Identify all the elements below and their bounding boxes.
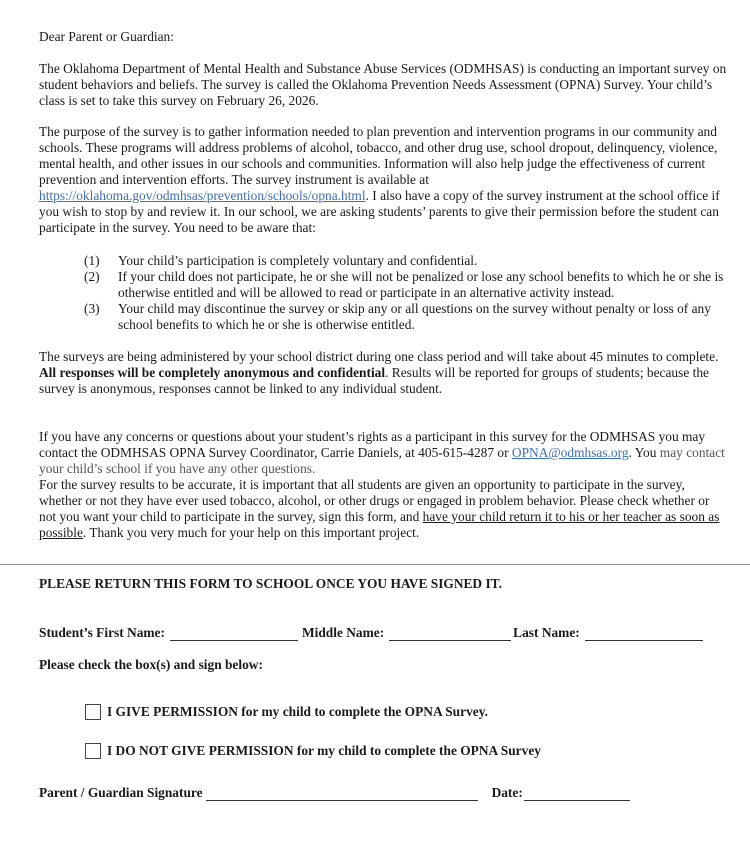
- contact-text-cont: . You: [628, 445, 660, 460]
- list-item: [84, 269, 734, 301]
- purpose-text: The purpose of the survey is to gather information needed to plan prevention and intervention programs in our community and schools. These programs will address problems of alcohol, tobacco, and other drug use, school dropout, delinquency, violence, mental health, and other issues in our schools and communities. Information will also help judge the effectiveness of current prevention and intervention efforts. The survey instrument is available at: [39, 124, 718, 187]
- awareness-list: [84, 253, 734, 333]
- list-number: (2): [84, 269, 100, 284]
- first-name-label: Student’s First Name:: [39, 625, 165, 640]
- list-item: [84, 253, 734, 269]
- list-number: (3): [84, 301, 100, 316]
- purpose-paragraph: [39, 124, 729, 236]
- date-field[interactable]: [524, 789, 630, 801]
- student-name-row: [39, 625, 707, 641]
- give-permission-option[interactable]: [85, 704, 488, 720]
- first-name-field[interactable]: [170, 629, 298, 641]
- signature-field[interactable]: [206, 789, 478, 801]
- signature-label: Parent / Guardian Signature: [39, 785, 203, 800]
- contact-paragraph: [39, 429, 729, 477]
- section-divider: [0, 564, 750, 565]
- last-name-field[interactable]: [585, 629, 703, 641]
- contact-text: If you have any concerns or questions about your student’s rights as a participant in this survey for the ODMHSAS you may contact the ODMHSAS OPNA Survey Coordinator, Carrie Daniels, at 405-615-4287 or: [39, 429, 706, 460]
- return-form-note: PLEASE RETURN THIS FORM TO SCHOOL ONCE YOU HAVE SIGNED IT.: [39, 576, 502, 591]
- last-name-label: Last Name:: [513, 625, 580, 640]
- check-instruction: Please check the box(s) and sign below:: [39, 657, 263, 672]
- list-text: Your child’s participation is completely voluntary and confidential.: [118, 253, 478, 268]
- greeting: Dear Parent or Guardian:: [39, 29, 174, 44]
- purpose-text-cont: . I also have a copy of the survey instrument at the school office if you wish to stop by and review it. In our school, we are asking students’ parents to give their permission before the student can participate in the survey. You need to be aware that:: [39, 188, 720, 235]
- deny-permission-label: I DO NOT GIVE PERMISSION for my child to complete the OPNA Survey: [107, 743, 541, 758]
- date-label: Date:: [491, 785, 523, 800]
- anonymity-statement: All responses will be completely anonymous and confidential: [39, 365, 386, 380]
- participation-text: For the survey results to be accurate, it is important that all students are given an opportunity to participate in the survey, whether or not they have ever used tobacco, alcohol, or other drugs or engaged in problem behavior. Please check whether or not you want your child to participate in the survey, sign this form, and: [39, 477, 710, 524]
- give-permission-label: I GIVE PERMISSION for my child to complete the OPNA Survey.: [107, 704, 489, 719]
- participation-text-cont: . Thank you very much for your help on this important project.: [82, 525, 420, 540]
- deny-permission-option[interactable]: [85, 743, 541, 759]
- middle-name-field[interactable]: [389, 629, 511, 641]
- deny-permission-checkbox[interactable]: [85, 743, 101, 759]
- list-text: Your child may discontinue the survey or skip any or all questions on the survey without penalty or loss of any school benefits to which he or she is otherwise entitled.: [118, 301, 711, 332]
- intro-paragraph: The Oklahoma Department of Mental Health and Substance Abuse Services (ODMHSAS) is conducting an important survey on student behaviors and beliefs. The survey is called the Oklahoma Prevention Needs Assessment (OPNA) Survey. Your child’s class is set to take this survey on February 26, 2026.: [39, 61, 727, 108]
- list-item: [84, 301, 734, 333]
- administration-text-cont: . Results will be reported for groups of students; because the survey is anonymous, responses cannot be linked to any individual student.: [39, 365, 709, 396]
- administration-text: The surveys are being administered by your school district during one class period and will take about 45 minutes to complete.: [39, 349, 719, 364]
- signature-row: [39, 785, 634, 801]
- middle-name-label: Middle Name:: [301, 625, 385, 640]
- survey-instrument-link[interactable]: https://oklahoma.gov/odmhsas/prevention/schools/opna.html: [39, 188, 366, 203]
- return-instruction: have your child return it to his or her teacher as soon as possible: [39, 509, 720, 540]
- administration-paragraph: [39, 349, 729, 397]
- participation-paragraph: [39, 477, 729, 541]
- coordinator-email-link[interactable]: OPNA@odmhsas.org: [511, 445, 629, 460]
- list-text: If your child does not participate, he or she will not be penalized or lose any school benefits to which he or she is otherwise entitled and will be allowed to read or participate in an alternative activity instead.: [118, 269, 724, 300]
- list-number: (1): [84, 253, 100, 268]
- give-permission-checkbox[interactable]: [85, 704, 101, 720]
- contact-school-text: may contact your child’s school if you have any other questions.: [39, 445, 725, 476]
